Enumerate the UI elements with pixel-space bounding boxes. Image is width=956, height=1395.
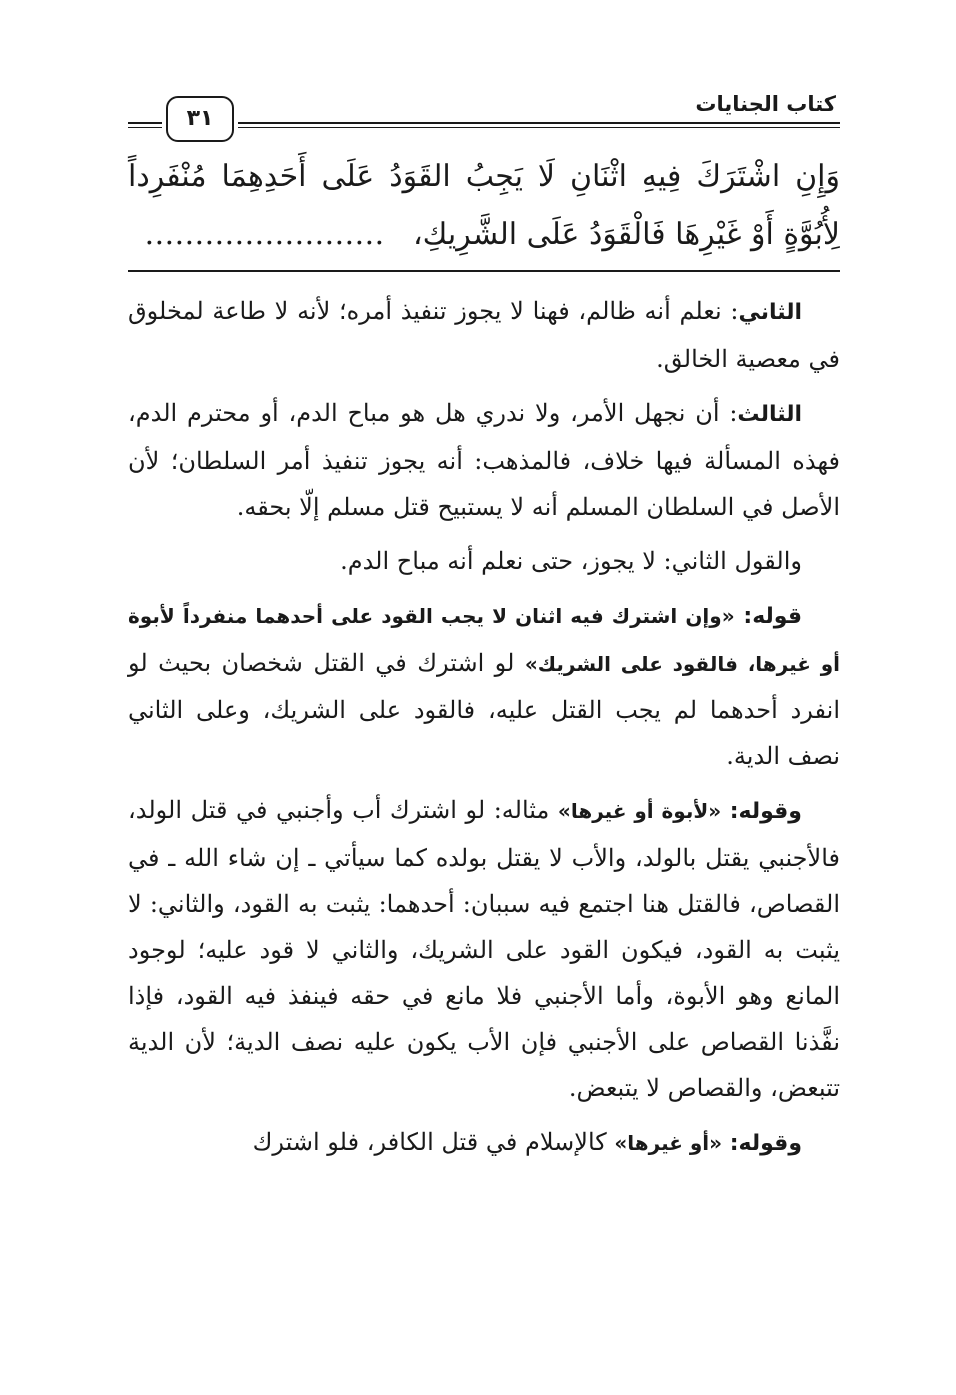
header-rule bbox=[128, 122, 840, 124]
paragraph-text: كالإسلام في قتل الكافر، فلو اشترك bbox=[252, 1128, 615, 1156]
quoted-matn: «لأبوة أو غيرها» bbox=[557, 799, 722, 823]
paragraph-lead: وقوله: bbox=[729, 1131, 802, 1156]
page-header bbox=[128, 84, 840, 148]
paragraph-text: والقول الثاني: لا يجوز، حتى نعلم أنه مباح الدم. bbox=[340, 547, 802, 575]
book-page bbox=[128, 0, 840, 1395]
paragraph-quote-other bbox=[128, 1119, 840, 1167]
paragraph-second-opinion bbox=[128, 538, 840, 584]
paragraph-text: لو اشترك في القتل شخصان بحيث لو انفرد أحدهما لم يجب القتل عليه، فالقود على الشريك، وعلى الثاني نصف الدية. bbox=[128, 649, 840, 770]
paragraph-lead: الثاني bbox=[738, 300, 802, 325]
book-title: كتاب الجنايات bbox=[695, 92, 836, 116]
paragraph-lead: قوله: bbox=[743, 604, 802, 629]
matn-divider bbox=[128, 270, 840, 272]
paragraph-lead: الثالث bbox=[737, 402, 802, 427]
paragraph-lead: وقوله: bbox=[729, 799, 802, 824]
paragraph-second bbox=[128, 288, 840, 382]
quoted-matn: «أو غيرها» bbox=[614, 1131, 723, 1155]
commentary bbox=[128, 288, 840, 1175]
paragraph-third bbox=[128, 390, 840, 530]
quoted-matn: «وإن اشترك فيه اثنان لا يجب القود على أحدهما منفرداً لأبوة أو غيرها، فالقود على الشريك» bbox=[128, 604, 840, 676]
matn-text bbox=[128, 148, 840, 264]
matn-line-2 bbox=[128, 206, 840, 264]
matn-line-2-text: لِأُبُوَّةٍ أَوْ غَيْرِهَا فَالْقَوَدُ عَلَى الشَّرِيكِ، bbox=[412, 217, 840, 252]
matn-continuation-dots: …………………… bbox=[144, 217, 385, 252]
paragraph-text: : أن نجهل الأمر، ولا ندري هل هو مباح الدم، أو محترم الدم، فهذه المسألة فيها خلاف، فالمذهب: أنه يجوز تنفيذ أمر السلطان؛ لأن الأصل في السلطان المسلم أنه لا يستبيح قتل مسلم إلّا بحقه. bbox=[128, 399, 840, 521]
paragraph-quote-shared-killing bbox=[128, 592, 840, 779]
paragraph-text: مثاله: لو اشترك أب وأجنبي في قتل الولد، فالأجنبي يقتل بالولد، والأب لا يقتل بولده كما سيأتي ـ إن شاء الله ـ في القصاص، فالقتل هنا اجتمع فيه سببان: أحدهما: يثبت به القود، والثاني: لا يثبت به القود، فيكون القود على الشريك، والثاني لا قود عليه؛ لوجود المانع وهو الأبوة، وأما الأجنبي فلا مانع في حقه فينفذ فيه القود، فإذا نفَّذنا القصاص على الأجنبي فإن الأب يكون عليه نصف الدية؛ لأن الدية تتبعض، والقصاص لا يتبعض. bbox=[128, 796, 840, 1102]
page-number: ٣١ bbox=[166, 96, 234, 142]
paragraph-quote-fatherhood bbox=[128, 787, 840, 1111]
matn-line-1: وَإِنِ اشْتَرَكَ فِيهِ اثْنَانِ لَا يَجِبُ القَوَدُ عَلَى أَحَدِهِمَا مُنْفَرِداً bbox=[128, 159, 840, 194]
header-rule-thin bbox=[128, 127, 840, 128]
paragraph-text: : نعلم أنه ظالم، فهنا لا يجوز تنفيذ أمره؛ لأنه لا طاعة لمخلوق في معصية الخالق. bbox=[128, 297, 840, 373]
